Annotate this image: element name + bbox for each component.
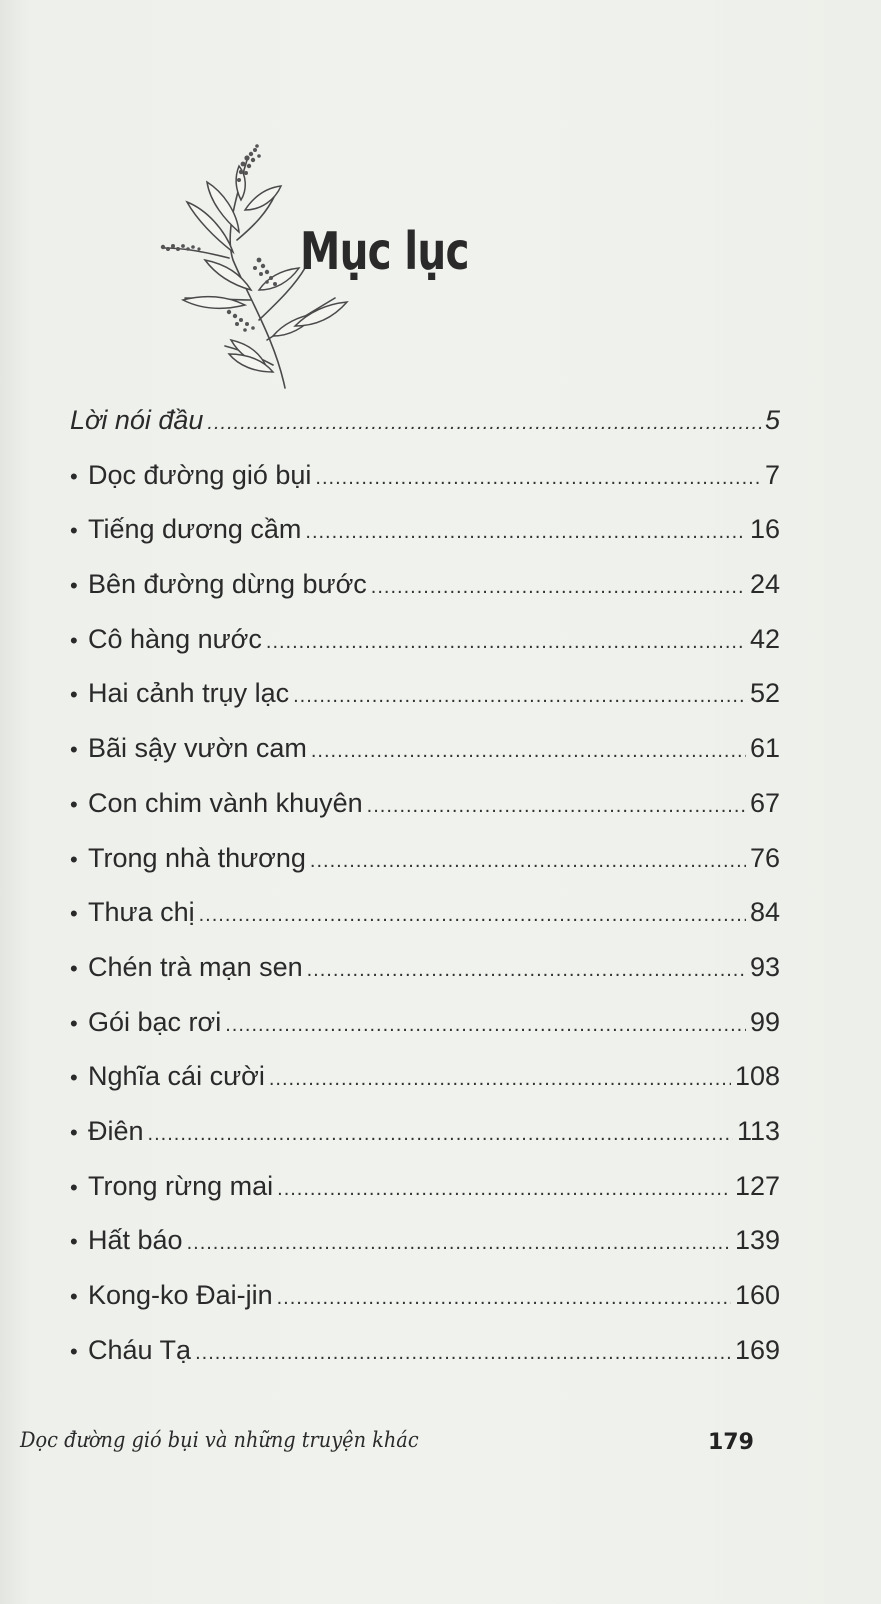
bullet-icon: • (70, 791, 78, 817)
toc-entry-title: Nghĩa cái cười (88, 1061, 265, 1092)
dot-leader (266, 624, 746, 660)
dot-leader (195, 1335, 731, 1371)
dot-leader (293, 678, 746, 714)
toc-entry-page: 42 (749, 623, 780, 654)
bullet-icon: • (70, 1284, 78, 1309)
toc-entry-page: 160 (734, 1280, 780, 1310)
bullet-icon: • (70, 1338, 78, 1364)
toc-entry (70, 1058, 780, 1113)
bullet-icon: • (70, 463, 78, 489)
dot-leader (277, 1280, 731, 1316)
toc-entry (70, 730, 780, 785)
toc-entry-page: 24 (749, 569, 780, 600)
toc-entry-page: 7 (764, 459, 780, 490)
toc-entry-title: Trong nhà thương (88, 842, 306, 873)
dot-leader (187, 1225, 731, 1261)
bullet-icon: • (70, 1174, 78, 1200)
toc-entry-page: 16 (749, 514, 780, 545)
toc-entry-page: 169 (734, 1334, 780, 1365)
table-of-contents (70, 402, 780, 1386)
bullet-icon: • (70, 1065, 78, 1091)
bullet-icon: • (70, 846, 78, 872)
toc-entry (70, 621, 780, 676)
dot-leader (277, 1171, 731, 1207)
dot-leader (367, 788, 746, 824)
toc-entry-page: 127 (734, 1170, 780, 1201)
toc-entry-title: Hai cảnh trụy lạc (88, 678, 290, 709)
bullet-icon: • (70, 573, 78, 599)
dot-leader (305, 514, 746, 550)
toc-entry-page: 99 (749, 1006, 780, 1037)
toc-entry-title: Cô hàng nước (88, 623, 262, 654)
bullet-icon: • (70, 955, 78, 981)
dot-leader (310, 843, 746, 879)
bullet-icon: • (70, 682, 78, 708)
toc-entry-title: Hất báo (88, 1225, 183, 1256)
bullet-icon: • (70, 627, 78, 653)
toc-entry (70, 1168, 780, 1223)
toc-entry-title: Tiếng dương cầm (88, 514, 302, 545)
toc-entry-title: Bên đường dừng bước (88, 569, 367, 600)
dot-leader (199, 897, 746, 933)
toc-entry (70, 1277, 780, 1332)
toc-entry (70, 894, 780, 949)
dot-leader (315, 460, 761, 496)
dot-leader (225, 1007, 746, 1043)
bullet-icon: • (70, 1010, 78, 1036)
toc-entry-page: 5 (764, 405, 780, 435)
page-number: 179 (708, 1430, 754, 1455)
dot-leader (307, 952, 746, 988)
toc-entry-title: Lời nói đầu (70, 405, 204, 435)
toc-entry-title: Dọc đường gió bụi (88, 459, 312, 490)
toc-entry-page: 76 (749, 842, 780, 873)
toc-entry-title: Trong rừng mai (88, 1170, 274, 1201)
bullet-icon: • (70, 737, 78, 763)
toc-entry (70, 840, 780, 895)
toc-entry-title: Thưa chị (88, 897, 195, 928)
toc-entry (70, 457, 780, 512)
toc-entry-page: 139 (734, 1225, 780, 1256)
bullet-icon: • (70, 1119, 78, 1145)
bullet-icon: • (70, 1229, 78, 1255)
toc-entry-page: 113 (736, 1115, 780, 1146)
toc-entry-page: 61 (749, 733, 780, 764)
dot-leader (207, 405, 761, 441)
toc-entry (70, 1113, 780, 1168)
dot-leader (269, 1061, 731, 1097)
toc-entry (70, 949, 780, 1004)
toc-entry-page: 84 (749, 897, 780, 928)
toc-entry-title: Kong-ko Đai-jin (88, 1280, 273, 1310)
toc-entry (70, 785, 780, 840)
toc-entry-title: Gói bạc rơi (88, 1006, 222, 1037)
bullet-icon: • (70, 518, 78, 544)
running-footer-title: Dọc đường gió bụi và những truyện khác (20, 1428, 419, 1452)
toc-entry (70, 402, 780, 457)
dot-leader (311, 733, 746, 769)
toc-entry (70, 566, 780, 621)
dot-leader (371, 569, 746, 605)
toc-entry-title: Cháu Tạ (88, 1334, 192, 1365)
toc-entry-title: Chén trà mạn sen (88, 951, 303, 982)
toc-entry (70, 1004, 780, 1059)
toc-entry (70, 675, 780, 730)
page-title: Mục lục (300, 222, 469, 282)
toc-entry (70, 1222, 780, 1277)
toc-entry-title: Con chim vành khuyên (88, 787, 363, 818)
toc-entry-page: 52 (749, 678, 780, 709)
toc-entry-page: 67 (749, 787, 780, 818)
toc-entry-page: 93 (749, 951, 780, 982)
toc-entry-title: Điên (88, 1115, 144, 1146)
toc-entry (70, 511, 780, 566)
toc-entry (70, 1332, 780, 1387)
dot-leader (148, 1116, 733, 1152)
toc-entry-page: 108 (734, 1061, 780, 1092)
bullet-icon: • (70, 901, 78, 927)
toc-entry-title: Bãi sậy vườn cam (88, 733, 307, 764)
